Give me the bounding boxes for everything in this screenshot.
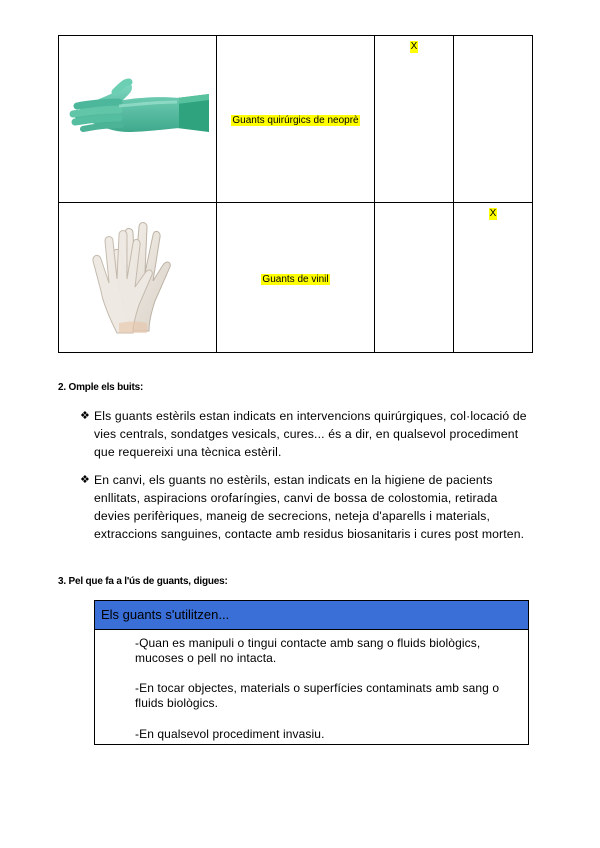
- glove-name-vinyl: Guants de vinil: [262, 273, 329, 285]
- neoprene-glove-image-cell: [59, 36, 217, 203]
- usage-item: -Quan es manipuli o tingui contacte amb sang o fluids biològics, mucoses o pell no intacta.: [135, 636, 481, 665]
- mark-cell: [375, 36, 454, 203]
- bullet-text: En canvi, els guants no estèrils, estan indicats en la higiene de pacients enllitats, aspiracions orofaríngies, canvi de bossa de colostomia, retirada devies perifèriques, maneig de secrecions, neteja d'aparells i materials, extraccions sanguines, contacte amb residus biosanitaris i cures post morten.: [94, 472, 525, 542]
- diamond-bullet-icon: ❖: [80, 410, 91, 422]
- section-3-title: 3. Pel que fa a l'ús de guants, digues:: [58, 576, 228, 587]
- bullet-list: [80, 407, 530, 552]
- mark-x: X: [410, 41, 418, 52]
- usage-box-header: Els guants s'utilitzen...: [95, 601, 528, 630]
- usage-box: [94, 600, 529, 745]
- usage-item: -En qualsevol procediment invasiu.: [135, 727, 325, 741]
- glove-name-cell: [217, 36, 375, 203]
- bullet-text: Els guants estèrils estan indicats en intervencions quirúrgiques, col·locació de vies centrals, sondatges vesicals, cures... és a dir, en qualsevol procediment que requereixi una tècnica estèril.: [94, 409, 527, 460]
- diamond-bullet-icon: ❖: [80, 473, 91, 486]
- usage-item: -En tocar objectes, materials o superfícies contaminats amb sang o fluids biològics.: [135, 681, 500, 710]
- vinyl-glove-icon: [59, 203, 216, 347]
- neoprene-glove-icon: [59, 36, 216, 197]
- mark-x: X: [489, 208, 497, 219]
- mark-cell: [454, 203, 533, 353]
- gloves-table: [58, 35, 533, 353]
- section-2-title: 2. Omple els buits:: [58, 382, 144, 393]
- glove-name-cell: [217, 203, 375, 353]
- mark-cell: [454, 36, 533, 203]
- table-row: [59, 203, 533, 353]
- glove-name-neoprene: Guants quirúrgics de neoprè: [232, 115, 359, 126]
- list-item: [80, 407, 530, 462]
- table-row: [59, 36, 533, 203]
- vinyl-glove-image-cell: [59, 203, 217, 353]
- list-item: [80, 471, 530, 544]
- mark-cell: [375, 203, 454, 353]
